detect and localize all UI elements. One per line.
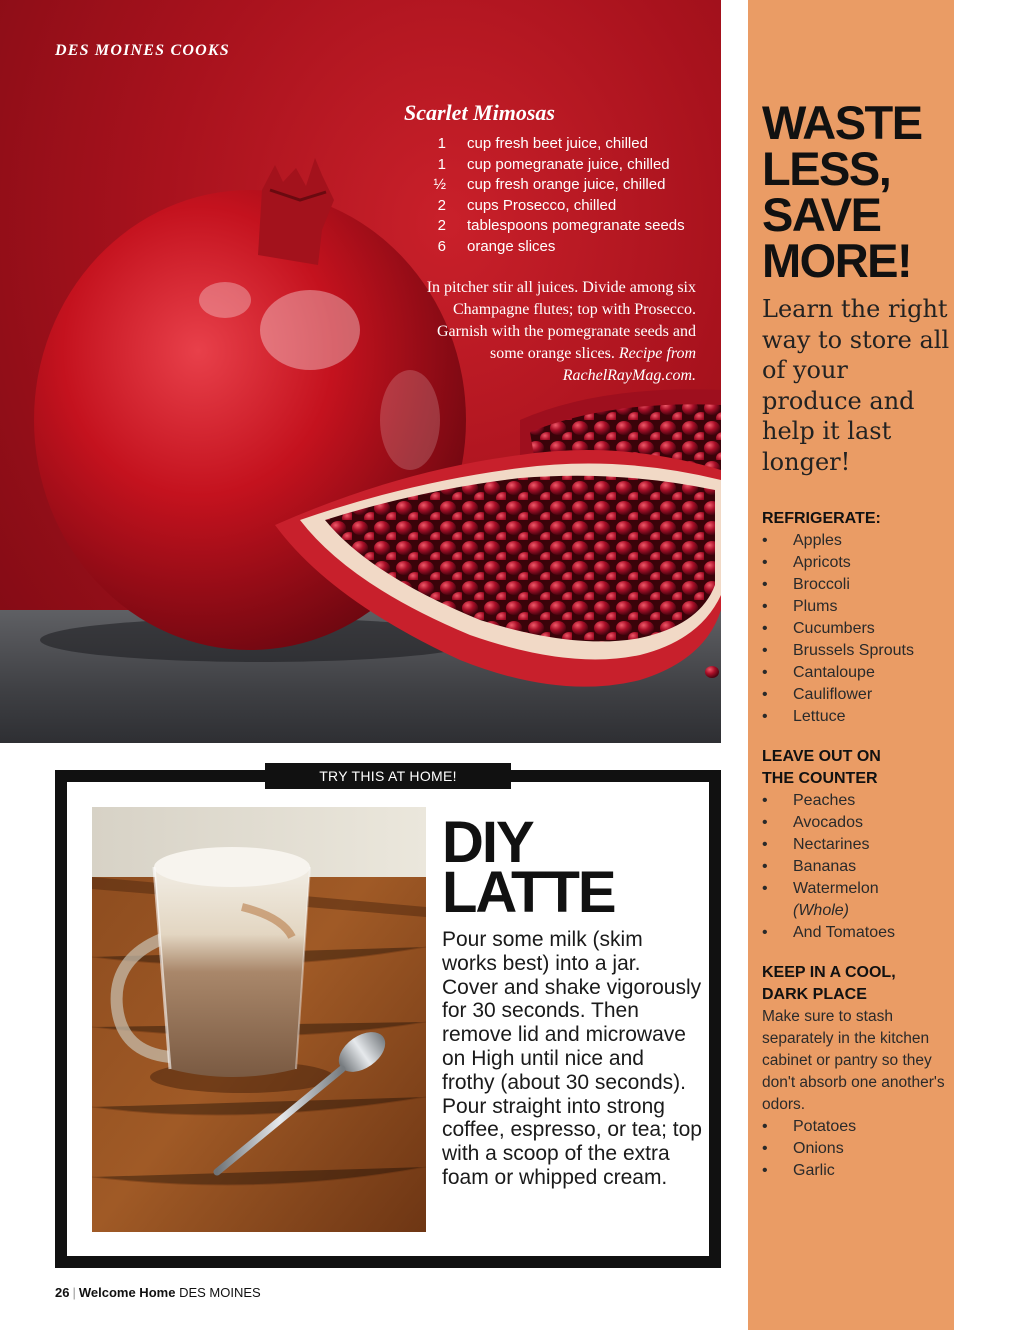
cool-dark-group [762,962,952,1182]
diy-latte-title: DIY LATTE [442,810,615,925]
cool-dark-heading-line2: DARK PLACE [762,986,867,1003]
ingredient-row [404,196,696,217]
list-item: • Apples [762,530,952,552]
counter-group [762,746,952,944]
diy-latte-instructions: Pour some milk (skim works best) into a jar. Cover and shake vigorously for 30 seconds. Then remove lid and microwave on High until nice and frothy (about 30 seconds). Pour straight into strong coffee, espresso, or tea; top with a scoop of the extra foam or whipped cream. [442,928,702,1189]
ingredient-row [404,237,696,258]
ingredient-item: cups Prosecco, chilled [467,196,617,214]
refrigerate-group [762,508,952,728]
recipe-credit: Recipe from RachelRayMag.com. [562,345,696,384]
counter-heading-line1: LEAVE OUT ON [762,748,881,765]
list-item: • Cauliflower [762,684,952,706]
watermelon-note: (Whole) [793,902,850,919]
recipe-directions [404,277,696,387]
ingredient-item: cup fresh beet juice, chilled [467,135,648,152]
pomegranate-photo [0,0,721,743]
list-item: • Avocados [762,812,952,834]
ingredient-item: orange slices [467,237,556,255]
list-item: • Plums [762,596,952,618]
cool-dark-heading-line1: KEEP IN A COOL, [762,964,896,981]
ingredient-qty: 2 [437,196,446,214]
latte-photo [92,807,426,1232]
ingredient-item: cup fresh orange juice, chilled [467,176,666,193]
sidebar-subhead: Learn the right way to store all of your produce and help it last longer! [762,295,950,476]
ingredient-row [404,175,696,196]
page-number: 26 [55,1285,70,1300]
list-item: • Apricots [762,552,952,574]
refrigerate-heading: REFRIGERATE: [762,510,881,527]
list-item: • Onions [762,1138,952,1160]
ingredient-qty: 6 [437,237,446,255]
ingredient-qty: ½ [433,176,446,193]
list-item: • Peaches [762,790,952,812]
produce-storage-sidebar [748,0,954,1330]
ingredient-row [404,155,696,176]
ingredient-qty: 1 [437,135,446,152]
footer-brand: Welcome Home [78,1285,176,1300]
ingredient-item: tablespoons pomegranate seeds [467,217,685,234]
list-item: • Garlic [762,1160,952,1182]
list-item: • Cantaloupe [762,662,952,684]
ingredient-qty: 1 [437,155,446,173]
list-item: • Brussels Sprouts [762,640,952,662]
try-at-home-tag: TRY THIS AT HOME! [265,763,511,789]
counter-heading-line2: THE COUNTER [762,770,878,787]
section-label: DES MOINES COOKS [55,42,230,59]
cool-dark-note: Make sure to stash separately in the kitchen cabinet or pantry so they don't absorb one another's odors. [762,1008,945,1113]
list-item: • And Tomatoes [762,922,952,944]
refrigerate-list [762,530,952,728]
list-item: • Cucumbers [762,618,952,640]
ingredient-row [404,216,696,237]
footer-separator: | [72,1285,76,1300]
list-item: • Broccoli [762,574,952,596]
directions-text: In pitcher stir all juices. Divide among six Champagne flutes; top with Prosecco. Garnish with the pomegranate seeds and some orange slices. [426,279,696,362]
page-footer [55,1285,261,1300]
list-item: • Nectarines [762,834,952,856]
ingredient-row [404,134,696,155]
sidebar-headline: WASTE LESS, SAVE MORE! [762,96,922,287]
ingredient-item: cup pomegranate juice, chilled [467,155,670,173]
cool-dark-list [762,1116,952,1182]
list-item: • Potatoes [762,1116,952,1138]
watermelon-label: Watermelon [793,880,879,897]
recipe-title: Scarlet Mimosas [404,100,555,125]
footer-city: DES MOINES [179,1285,261,1300]
list-item-watermelon [762,878,952,922]
recipe-card [404,100,696,387]
counter-list [762,790,952,944]
ingredient-list [404,134,696,257]
ingredient-qty: 2 [437,217,446,234]
list-item: • Bananas [762,856,952,878]
list-item: • Lettuce [762,706,952,728]
